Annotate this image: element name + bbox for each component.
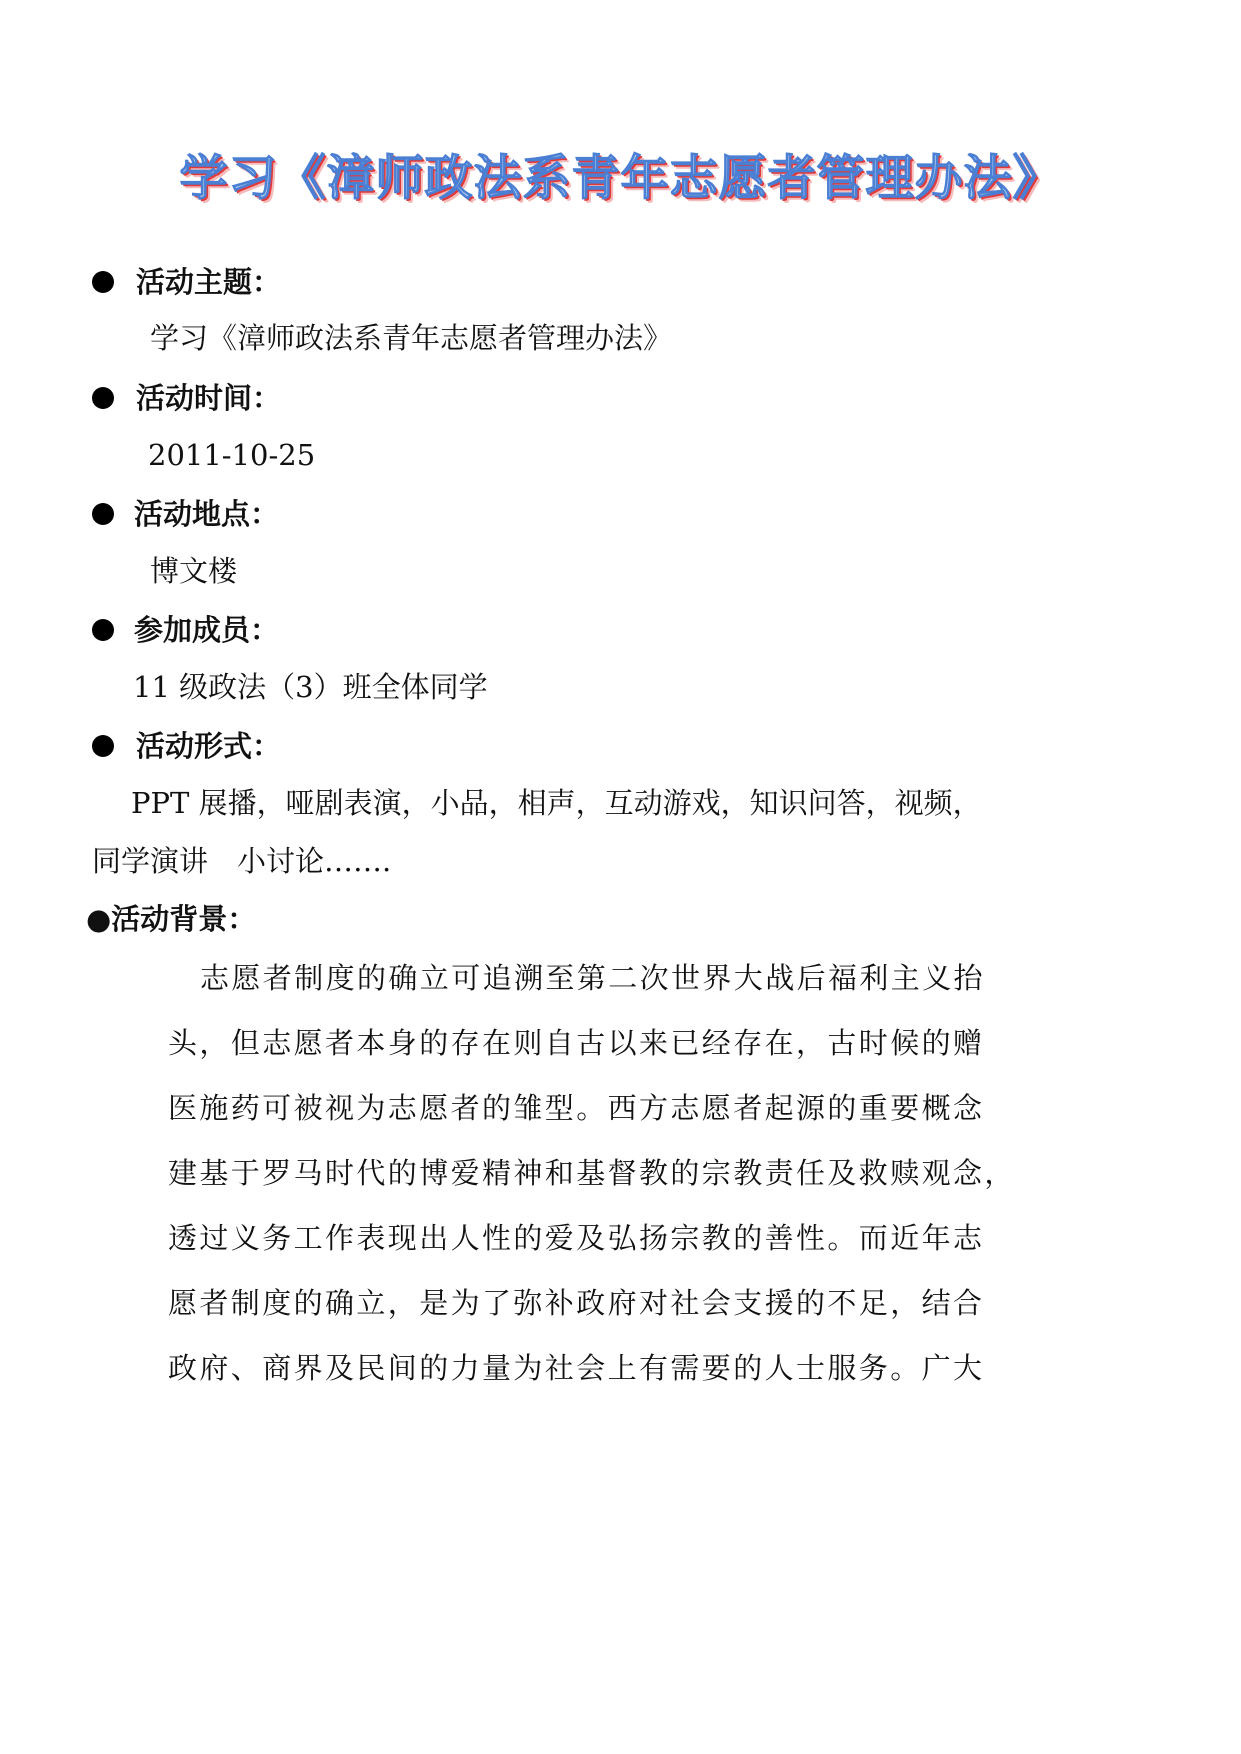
bullet-icon <box>92 271 114 293</box>
paragraph-line: 透过义务工作表现出人性的爱及弘扬宗教的善性。而近年志 <box>168 1221 985 1255</box>
section-heading-background: ●活动背景： <box>86 902 257 936</box>
members-heading: 参加成员： <box>134 613 280 647</box>
section-heading-location <box>92 496 279 532</box>
members-value: 11 级政法（3）班全体同学 <box>133 670 488 704</box>
paragraph-line: 愿者制度的确立，是为了弥补政府对社会支援的不足，结合 <box>168 1286 985 1320</box>
theme-value: 学习《漳师政法系青年志愿者管理办法》 <box>150 321 673 355</box>
section-heading-time <box>92 380 281 416</box>
paragraph-line: 建基于罗马时代的博爱精神和基督教的宗教责任及救赎观念， <box>168 1156 1016 1190</box>
bullet-icon <box>92 735 114 757</box>
paragraph-line: 头，但志愿者本身的存在则自古以来已经存在，古时候的赠 <box>168 1026 985 1060</box>
theme-heading: 活动主题： <box>136 265 282 299</box>
paragraph-line: 志愿者制度的确立可追溯至第二次世界大战后福利主义抬 <box>200 961 986 995</box>
format-line-2: 同学演讲 小讨论……. <box>92 844 392 878</box>
paragraph-line: 政府、商界及民间的力量为社会上有需要的人士服务。广大 <box>168 1351 985 1385</box>
bullet-icon <box>92 619 114 641</box>
section-heading-members <box>92 612 279 648</box>
location-value: 博文楼 <box>150 554 238 588</box>
bullet-icon <box>92 503 114 525</box>
format-line-1: PPT 展播，哑剧表演，小品，相声，互动游戏，知识问答，视频， <box>131 786 982 820</box>
paragraph-line: 医施药可被视为志愿者的雏型。西方志愿者起源的重要概念 <box>168 1091 985 1125</box>
bullet-icon <box>92 387 114 409</box>
section-heading-format <box>92 728 281 764</box>
document-title: 学习《漳师政法系青年志愿者管理办法》 <box>179 150 1062 206</box>
background-paragraph <box>168 960 1158 1415</box>
time-value: 2011-10-25 <box>148 438 316 472</box>
location-heading: 活动地点： <box>134 497 280 531</box>
time-heading: 活动时间： <box>136 381 282 415</box>
format-heading: 活动形式： <box>136 729 282 763</box>
section-heading-theme <box>92 264 281 300</box>
